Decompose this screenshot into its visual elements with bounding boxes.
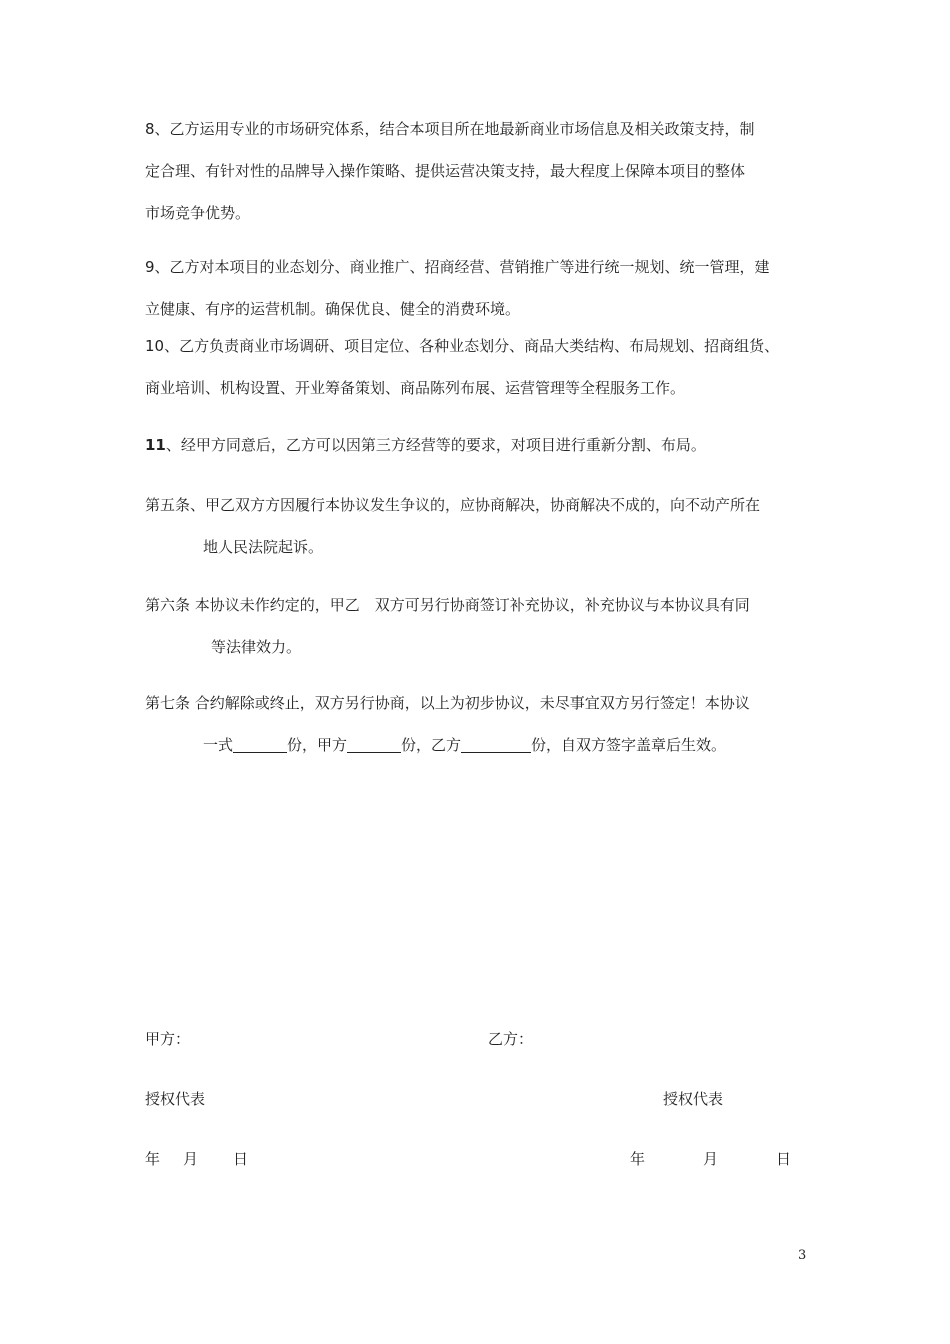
clause-10: [145, 325, 810, 409]
day-label: 日: [233, 1150, 249, 1168]
party-a-representative: 授权代表: [145, 1090, 206, 1108]
clause-number: 9: [145, 258, 155, 276]
clause-text: 、经甲方同意后，乙方可以因第三方经营等的要求，对项目进行重新分割、布局。: [165, 436, 706, 454]
copies-party-b-blank: [461, 736, 531, 753]
party-b-date: [630, 1149, 791, 1169]
clause-number: 8: [145, 120, 155, 138]
copies-total-blank: [233, 736, 287, 753]
clause-text: 市场竞争优势。: [145, 204, 251, 222]
clause-11: [145, 424, 810, 466]
article-text: 第五条、甲乙双方方因履行本协议发生争议的，应协商解决，协商解决不成的，向不动产所在: [145, 496, 761, 514]
article-text: 份，甲方: [287, 736, 348, 754]
article-text: 一式: [203, 736, 234, 754]
month-label: 月: [183, 1150, 199, 1168]
clause-text: 、乙方运用专业的市场研究体系，结合本项目所在地最新商业市场信息及相关政策支持，制: [154, 120, 755, 138]
clause-text: 定合理、有针对性的品牌导入操作策略、提供运营决策支持，最大程度上保障本项目的整体: [145, 162, 746, 180]
article-text: 地人民法院起诉。: [203, 538, 324, 556]
article-text: 份，自双方签字盖章后生效。: [531, 736, 727, 754]
clause-text: 立健康、有序的运营机制。确保优良、健全的消费环境。: [145, 300, 521, 318]
day-label: 日: [776, 1150, 792, 1168]
party-a-date: [145, 1149, 248, 1169]
year-label: 年: [145, 1150, 161, 1168]
article-text: 等法律效力。: [211, 638, 302, 656]
party-b-representative: 授权代表: [663, 1090, 724, 1108]
year-label: 年: [630, 1150, 646, 1168]
page-number: 3: [798, 1248, 807, 1263]
party-a-label: 甲方：: [145, 1030, 191, 1048]
article-text: 第六条 本协议未作约定的，甲乙 双方可另行协商签订补充协议，补充协议与本协议具有同: [145, 596, 750, 614]
clause-9: [145, 246, 810, 330]
clause-text: 商业培训、机构设置、开业筹备策划、商品陈列布展、运营管理等全程服务工作。: [145, 379, 686, 397]
article-text: 第七条 合约解除或终止，双方另行协商，以上为初步协议，未尽事宜双方另行签定！本协议: [145, 694, 750, 712]
article-text: 份，乙方: [401, 736, 462, 754]
clause-number: 11: [145, 436, 166, 454]
article-7: [145, 682, 810, 766]
clause-8: [145, 108, 810, 234]
party-b-label: 乙方：: [488, 1030, 534, 1048]
copies-party-a-blank: [347, 736, 401, 753]
article-5: [145, 484, 810, 568]
month-label: 月: [703, 1150, 719, 1168]
clause-text: 、乙方对本项目的业态划分、商业推广、招商经营、营销推广等进行统一规划、统一管理，建: [154, 258, 770, 276]
article-6: [145, 584, 810, 668]
clause-number: 10: [145, 337, 165, 355]
clause-text: 、乙方负责商业市场调研、项目定位、各种业态划分、商品大类结构、布局规划、招商组货、: [164, 337, 780, 355]
